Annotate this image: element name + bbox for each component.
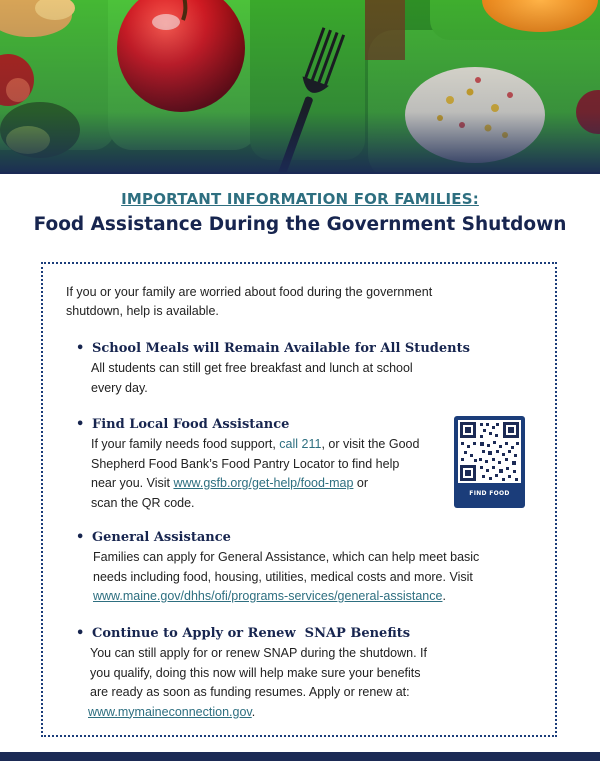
- section-heading: [76, 341, 496, 356]
- footer-bar: [0, 752, 600, 761]
- body-text: , or visit the Good: [321, 437, 420, 451]
- section-heading-text: General Assistance: [92, 530, 231, 545]
- body-line: All students can still get free breakfast and lunch at school: [91, 361, 413, 375]
- body-line: [88, 703, 516, 723]
- body-text: .: [251, 704, 256, 719]
- body-line: every day.: [91, 380, 148, 395]
- body-text: If your family needs food support,: [91, 437, 280, 451]
- section-heading-text: Find Local Food Assistance: [92, 417, 290, 432]
- gsfb-food-map-link[interactable]: www.gsfb.org/get-help/food-map: [173, 476, 354, 490]
- intro-text: [66, 283, 476, 321]
- bullet-icon: •: [76, 417, 85, 432]
- qr-code-icon: [458, 420, 521, 483]
- page-subtitle: IMPORTANT INFORMATION FOR FAMILIES:: [121, 190, 479, 208]
- body-line: Shepherd Food Bank’s Food Pantry Locator to find help: [91, 456, 400, 471]
- section-heading: [76, 530, 546, 545]
- section-heading: [76, 417, 446, 432]
- qr-label: FIND FOOD: [469, 490, 510, 497]
- call-211-link[interactable]: call 211: [279, 437, 322, 451]
- body-text: near you. Visit: [91, 476, 174, 490]
- bullet-icon: •: [76, 530, 85, 545]
- food-tray-illustration: [0, 0, 600, 172]
- section-general-assistance: [76, 530, 546, 607]
- body-line: scan the QR code.: [91, 495, 195, 510]
- section-heading-text: Continue to Apply or Renew SNAP Benefits: [92, 626, 411, 641]
- bullet-icon: •: [76, 626, 85, 641]
- body-line: you qualify, doing this now will help make sure your benefits: [90, 665, 421, 680]
- body-line: [93, 587, 546, 607]
- intro-line: If you or your family are worried about food during the government: [66, 285, 433, 299]
- general-assistance-link[interactable]: www.maine.gov/dhhs/ofi/programs-services/general-assistance: [93, 589, 443, 603]
- body-line: are ready as soon as funding resumes. Apply or renew at:: [90, 685, 410, 699]
- body-line: [91, 474, 446, 494]
- body-line: [91, 435, 446, 455]
- section-snap: [76, 626, 516, 722]
- bullet-icon: •: [76, 341, 85, 356]
- section-body: [76, 435, 446, 513]
- body-line: You can still apply for or renew SNAP during the shutdown. If: [90, 646, 427, 660]
- body-line: Families can apply for General Assistance, which can help meet basic: [93, 550, 480, 564]
- body-text: or: [353, 476, 369, 490]
- header-divider: [0, 172, 600, 174]
- section-local-food: [76, 417, 446, 513]
- section-body: [76, 359, 496, 398]
- body-line: needs including food, housing, utilities, medical costs and more. Visit: [93, 569, 473, 584]
- hero-photo: [0, 0, 600, 172]
- intro-line: shutdown, help is available.: [66, 304, 219, 318]
- section-body: [76, 548, 546, 607]
- mymaineconnection-link[interactable]: www.mymaineconnection.gov: [88, 704, 252, 719]
- qr-code-card[interactable]: [454, 416, 525, 508]
- page-title: Food Assistance During the Government Shutdown: [33, 214, 567, 235]
- body-text: .: [442, 589, 446, 603]
- section-body: [75, 644, 516, 722]
- section-heading: [76, 626, 516, 641]
- section-school-meals: [76, 341, 496, 398]
- section-heading-text: School Meals will Remain Available for All Students: [92, 341, 470, 356]
